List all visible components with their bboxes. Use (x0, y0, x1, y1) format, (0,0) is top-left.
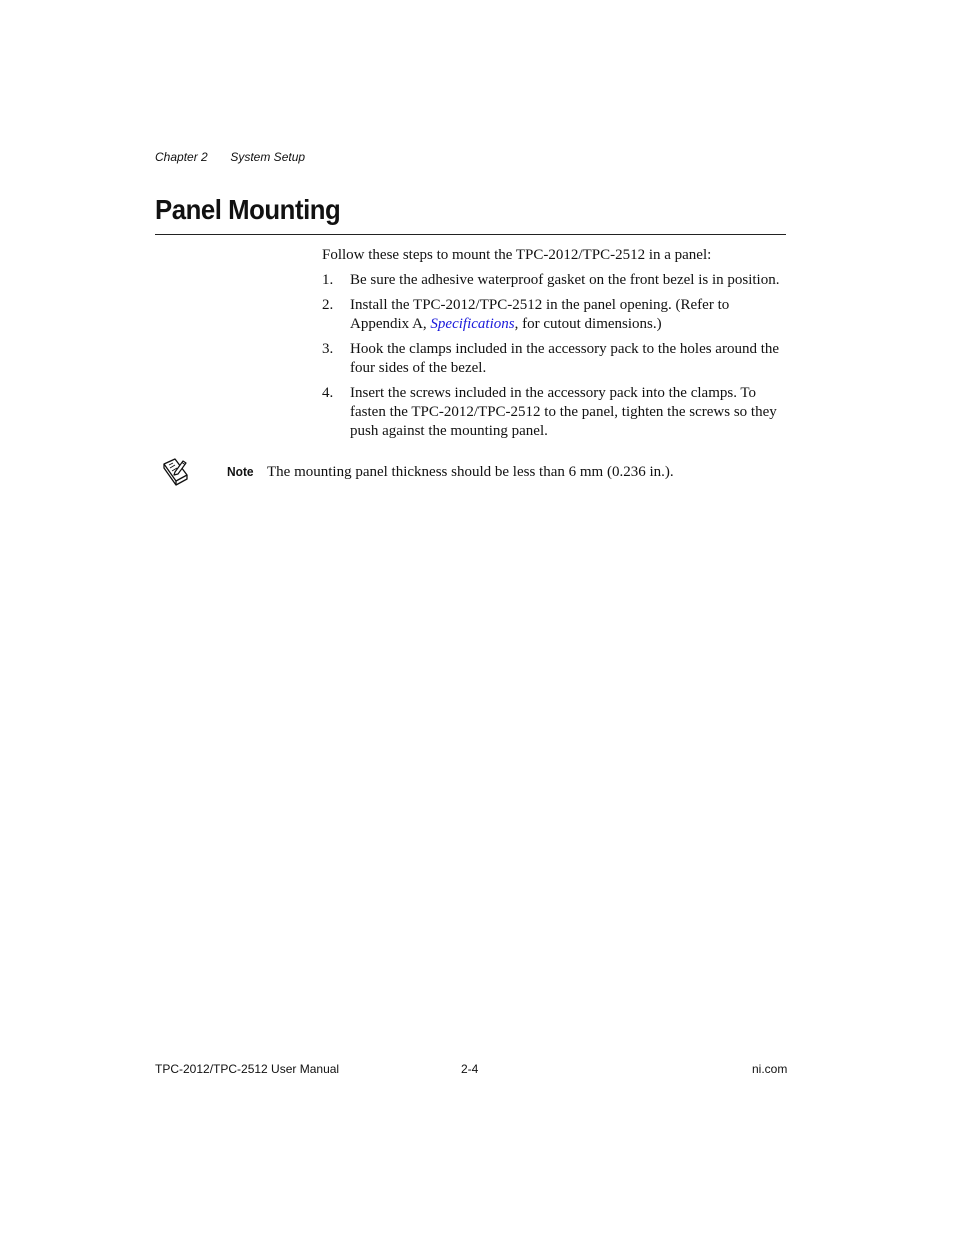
note-text: The mounting panel thickness should be less than 6 mm (0.236 in.). (267, 464, 674, 480)
step-item (322, 271, 787, 290)
running-header (155, 150, 305, 164)
note-label: Note (227, 464, 254, 479)
footer-manual-title: TPC-2012/TPC-2512 User Manual (155, 1062, 340, 1076)
step-item (322, 296, 787, 334)
footer-page-number: 2-4 (461, 1062, 479, 1076)
note-block (227, 462, 674, 482)
step-text-post: , for cutout dimensions.) (514, 316, 662, 332)
step-item (322, 384, 787, 441)
steps-list (322, 271, 787, 441)
title-rule (155, 234, 786, 235)
note-pencil-icon (161, 456, 191, 486)
step-number: 4. (322, 385, 334, 401)
step-text: Be sure the adhesive waterproof gasket on the front bezel is in position. (350, 272, 780, 288)
chapter-label: Chapter 2 (155, 150, 208, 164)
body-text (322, 246, 787, 447)
intro-paragraph: Follow these steps to mount the TPC-2012/TPC-2512 in a panel: (322, 247, 712, 263)
page-title: Panel Mounting (155, 194, 341, 225)
section-label: System Setup (230, 150, 306, 164)
step-number: 2. (322, 297, 334, 313)
footer-site: ni.com (752, 1062, 788, 1076)
step-text-pre: Install the TPC-2012/TPC-2512 in the panel opening. (Refer to Appendix A, (350, 297, 730, 332)
step-number: 3. (322, 341, 334, 357)
step-number: 1. (322, 272, 334, 288)
step-text: Hook the clamps included in the accessory pack to the holes around the four sides of the bezel. (350, 341, 780, 376)
step-item (322, 340, 787, 378)
step-text: Insert the screws included in the accessory pack into the clamps. To fasten the TPC-2012/TPC-2512 to the panel, tighten the screws so they push against the mounting panel. (350, 385, 777, 439)
specifications-link[interactable]: Specifications (430, 316, 515, 332)
